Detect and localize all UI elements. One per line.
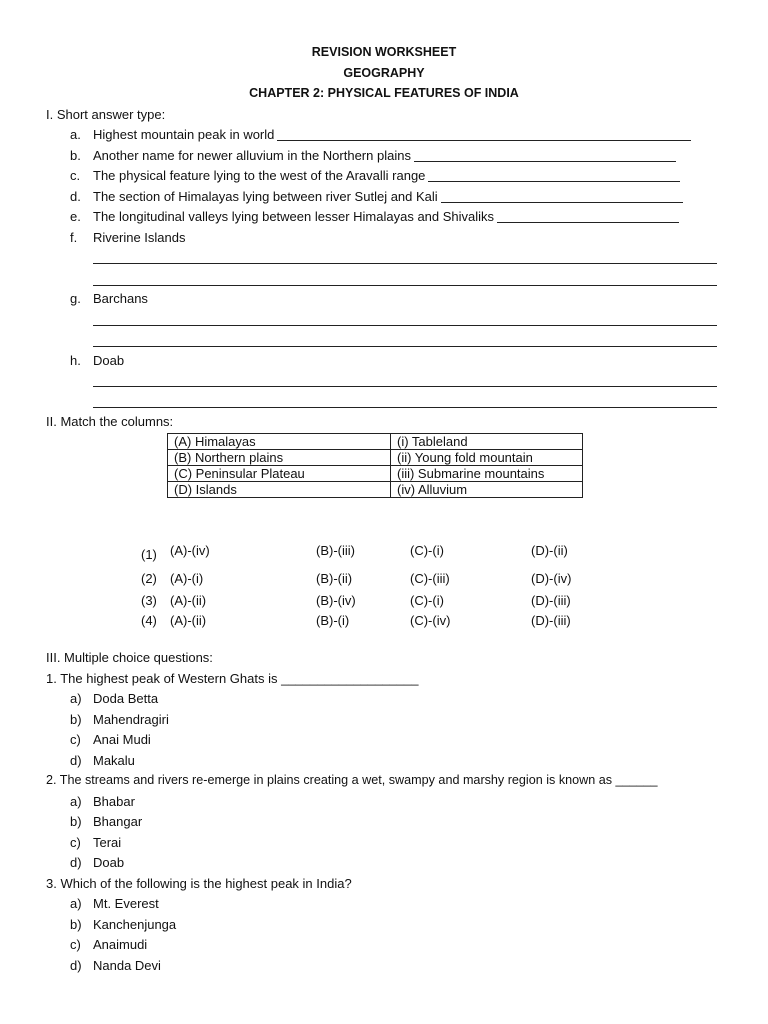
- q3-option-b[interactable]: Kanchenjunga: [93, 917, 177, 932]
- q2-option-d-marker[interactable]: d): [70, 855, 82, 870]
- worksheet-title: REVISION WORKSHEET: [311, 45, 457, 59]
- item-c-answer-blank[interactable]: [428, 168, 680, 182]
- subject-title: GEOGRAPHY: [343, 66, 425, 80]
- item-f-text: Riverine Islands: [93, 230, 186, 245]
- item-g-text: Barchans: [93, 291, 148, 306]
- item-g-marker: g.: [70, 291, 81, 306]
- table-cell: (A) Himalayas: [168, 434, 391, 450]
- section1-heading: I. Short answer type:: [46, 107, 166, 122]
- item-h-text: Doab: [93, 353, 125, 368]
- match-option-2-c: (C)-(iii): [410, 571, 450, 586]
- item-a-text: Highest mountain peak in world: [93, 127, 275, 142]
- q1-option-b[interactable]: Mahendragiri: [93, 712, 169, 727]
- match-option-4-b: (B)-(i): [316, 613, 350, 628]
- q3-option-d-marker[interactable]: d): [70, 958, 82, 973]
- item-b-answer-blank[interactable]: [414, 148, 676, 162]
- match-table: [167, 433, 583, 498]
- table-cell: (B) Northern plains: [168, 450, 391, 466]
- q3-option-c[interactable]: Anaimudi: [93, 937, 148, 952]
- item-g-answer-line-2[interactable]: [93, 346, 717, 347]
- item-a-marker: a.: [70, 127, 81, 142]
- match-option-2-d: (D)-(iv): [531, 571, 572, 586]
- item-d: [93, 189, 683, 204]
- q1-option-a[interactable]: Doda Betta: [93, 691, 159, 706]
- chapter-title: CHAPTER 2: PHYSICAL FEATURES OF INDIA: [249, 86, 519, 100]
- q2-option-c[interactable]: Terai: [93, 835, 122, 850]
- match-option-1-b: (B)-(iii): [316, 543, 355, 558]
- table-row: [168, 450, 583, 466]
- q1-option-a-marker[interactable]: a): [70, 691, 82, 706]
- question-1: 1. The highest peak of Western Ghats is ___________________: [46, 671, 419, 686]
- table-row: [168, 466, 583, 482]
- q1-option-b-marker[interactable]: b): [70, 712, 82, 727]
- table-cell: (i) Tableland: [391, 434, 583, 450]
- item-c: [93, 168, 680, 183]
- item-e-answer-blank[interactable]: [497, 209, 679, 223]
- match-option-2-b: (B)-(ii): [316, 571, 353, 586]
- match-option-3-c: (C)-(i): [410, 593, 444, 608]
- section3-heading: III. Multiple choice questions:: [46, 650, 213, 665]
- item-g-answer-line-1[interactable]: [93, 325, 717, 326]
- q1-option-d[interactable]: Makalu: [93, 753, 135, 768]
- match-option-1-c: (C)-(i): [410, 543, 444, 558]
- item-c-marker: c.: [70, 168, 81, 183]
- item-d-text: The section of Himalayas lying between river Sutlej and Kali: [93, 189, 438, 204]
- match-option-4-a: (A)-(ii): [170, 613, 207, 628]
- section2-heading: II. Match the columns:: [46, 414, 174, 429]
- table-row: [168, 434, 583, 450]
- match-option-2-number[interactable]: (2): [141, 571, 157, 586]
- q2-option-a-marker[interactable]: a): [70, 794, 82, 809]
- item-a-answer-blank[interactable]: [277, 127, 691, 141]
- table-cell: (iii) Submarine mountains: [391, 466, 583, 482]
- q2-option-a[interactable]: Bhabar: [93, 794, 135, 809]
- item-a: [93, 127, 691, 142]
- match-option-4-c: (C)-(iv): [410, 613, 451, 628]
- q3-option-b-marker[interactable]: b): [70, 917, 82, 932]
- table-cell: (iv) Alluvium: [391, 482, 583, 498]
- item-d-answer-blank[interactable]: [441, 189, 683, 203]
- item-c-text: The physical feature lying to the west of the Aravalli range: [93, 168, 426, 183]
- q1-option-c-marker[interactable]: c): [70, 732, 81, 747]
- item-h-answer-line-1[interactable]: [93, 386, 717, 387]
- item-b-text: Another name for newer alluvium in the Northern plains: [93, 148, 411, 163]
- item-b: [93, 148, 676, 163]
- q3-option-a-marker[interactable]: a): [70, 896, 82, 911]
- item-h-answer-line-2[interactable]: [93, 407, 717, 408]
- item-b-marker: b.: [70, 148, 81, 163]
- match-option-1-number[interactable]: (1): [141, 547, 157, 562]
- item-f-marker: f.: [70, 230, 78, 245]
- table-cell: (ii) Young fold mountain: [391, 450, 583, 466]
- item-d-marker: d.: [70, 189, 81, 204]
- match-option-3-b: (B)-(iv): [316, 593, 356, 608]
- match-option-1-d: (D)-(ii): [531, 543, 568, 558]
- q2-option-b[interactable]: Bhangar: [93, 814, 143, 829]
- q3-option-c-marker[interactable]: c): [70, 937, 81, 952]
- match-option-4-number[interactable]: (4): [141, 613, 157, 628]
- match-option-4-d: (D)-(iii): [531, 613, 571, 628]
- item-e: [93, 209, 679, 224]
- q3-option-a[interactable]: Mt. Everest: [93, 896, 159, 911]
- table-cell: (C) Peninsular Plateau: [168, 466, 391, 482]
- q2-option-d[interactable]: Doab: [93, 855, 125, 870]
- table-row: [168, 482, 583, 498]
- item-f-answer-line-1[interactable]: [93, 263, 717, 264]
- q1-option-c[interactable]: Anai Mudi: [93, 732, 151, 747]
- item-e-marker: e.: [70, 209, 81, 224]
- table-cell: (D) Islands: [168, 482, 391, 498]
- match-option-2-a: (A)-(i): [170, 571, 204, 586]
- item-e-text: The longitudinal valleys lying between lesser Himalayas and Shivaliks: [93, 209, 495, 224]
- q1-option-d-marker[interactable]: d): [70, 753, 82, 768]
- question-2: 2. The streams and rivers re-emerge in plains creating a wet, swampy and marshy region is known as ______: [46, 773, 658, 787]
- q2-option-c-marker[interactable]: c): [70, 835, 81, 850]
- q3-option-d[interactable]: Nanda Devi: [93, 958, 161, 973]
- q2-option-b-marker[interactable]: b): [70, 814, 82, 829]
- match-option-3-d: (D)-(iii): [531, 593, 571, 608]
- match-option-3-a: (A)-(ii): [170, 593, 207, 608]
- item-f-answer-line-2[interactable]: [93, 285, 717, 286]
- match-option-1-a: (A)-(iv): [170, 543, 210, 558]
- match-option-3-number[interactable]: (3): [141, 593, 157, 608]
- question-3: 3. Which of the following is the highest peak in India?: [46, 876, 352, 891]
- item-h-marker: h.: [70, 353, 81, 368]
